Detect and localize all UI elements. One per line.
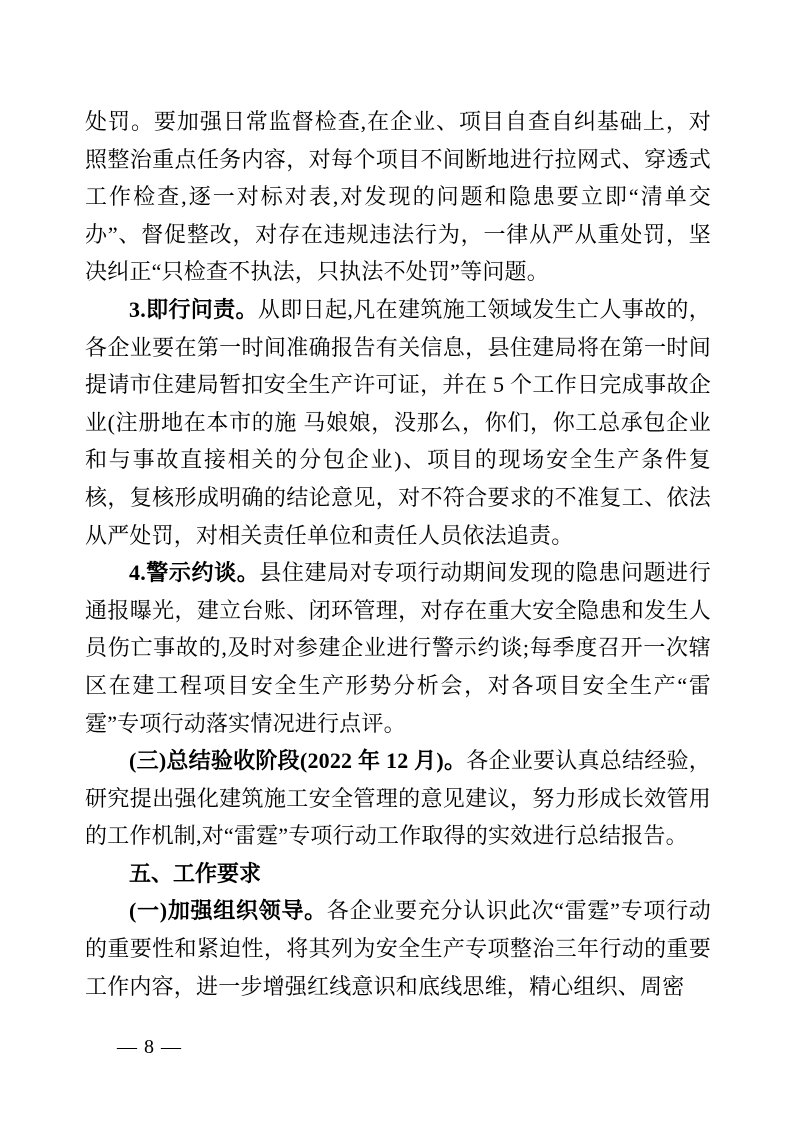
paragraph-stage-3-summary <box>85 742 711 855</box>
paragraph-stage-3-text: 各企业要认真总结经验，研究提出强化建筑施工安全管理的意见建议，努力形成长效管用的工作机制,对“雷霆”专项行动工作取得的实效进行总结报告。 <box>85 748 712 849</box>
page-number: — 8 — <box>117 1036 182 1058</box>
paragraph-requirement-1-lead: (一)加强组织领导。 <box>129 898 327 924</box>
section-heading-5-work-requirements <box>85 855 711 893</box>
section-heading-5-text: 五、工作要求 <box>129 860 262 886</box>
paragraph-item-3-text: 从即日起,凡在建筑施工领域发生亡人事故的，各企业要在第一时间准确报告有关信息，县住建局将在第一时间提请市住建局暂扣安全生产许可证，并在 5 个工作日完成事故企业(注册地在本市的施 马娘娘，没那么，你们，你工总承包企业和与事故直接相关的分包企业)、项目的现场安全生产条件复核，复核形成明确的结论意见，对不符合要求的不准复工、依法从严处罚，对相关责任单位和责任人员依法追责。 <box>85 296 712 548</box>
paragraph-item-3-lead: 3.即行问责。 <box>129 296 258 322</box>
paragraph-requirement-1-text: 各企业要充分认识此次“雷霆”专项行动的重要性和紧迫性，将其列为安全生产专项整治三年行动的重要工作内容，进一步增强红线意识和底线思维，精心组织、周密 <box>85 898 711 999</box>
paragraph-item-4-warning-talks <box>85 554 711 742</box>
paragraph-stage-3-lead: (三)总结验收阶段(2022 年 12 月)。 <box>129 748 467 774</box>
paragraph-item-4-lead: 4.警示约谈。 <box>129 560 260 586</box>
paragraph-continuation <box>85 103 711 291</box>
paragraph-requirement-1-leadership <box>85 892 711 1005</box>
paragraph-item-3-accountability <box>85 291 711 554</box>
paragraph-continuation-text: 处罚。要加强日常监督检查,在企业、项目自查自纠基础上，对照整治重点任务内容，对每个项目不间断地进行拉网式、穿透式工作检查,逐一对标对表,对发现的问题和隐患要立即“清单交办”、督促整改，对存在违规违法行为，一律从严从重处罚，坚决纠正“只检查不执法，只执法不处罚”等问题。 <box>85 109 711 285</box>
document-body <box>85 103 711 1005</box>
paragraph-item-4-text: 县住建局对专项行动期间发现的隐患问题进行通报曝光，建立台账、闭环管理，对存在重大安全隐患和发生人员伤亡事故的,及时对参建企业进行警示约谈;每季度召开一次辖区在建工程项目安全生产形势分析会，对各项目安全生产“雷霆”专项行动落实情况进行点评。 <box>85 560 711 736</box>
